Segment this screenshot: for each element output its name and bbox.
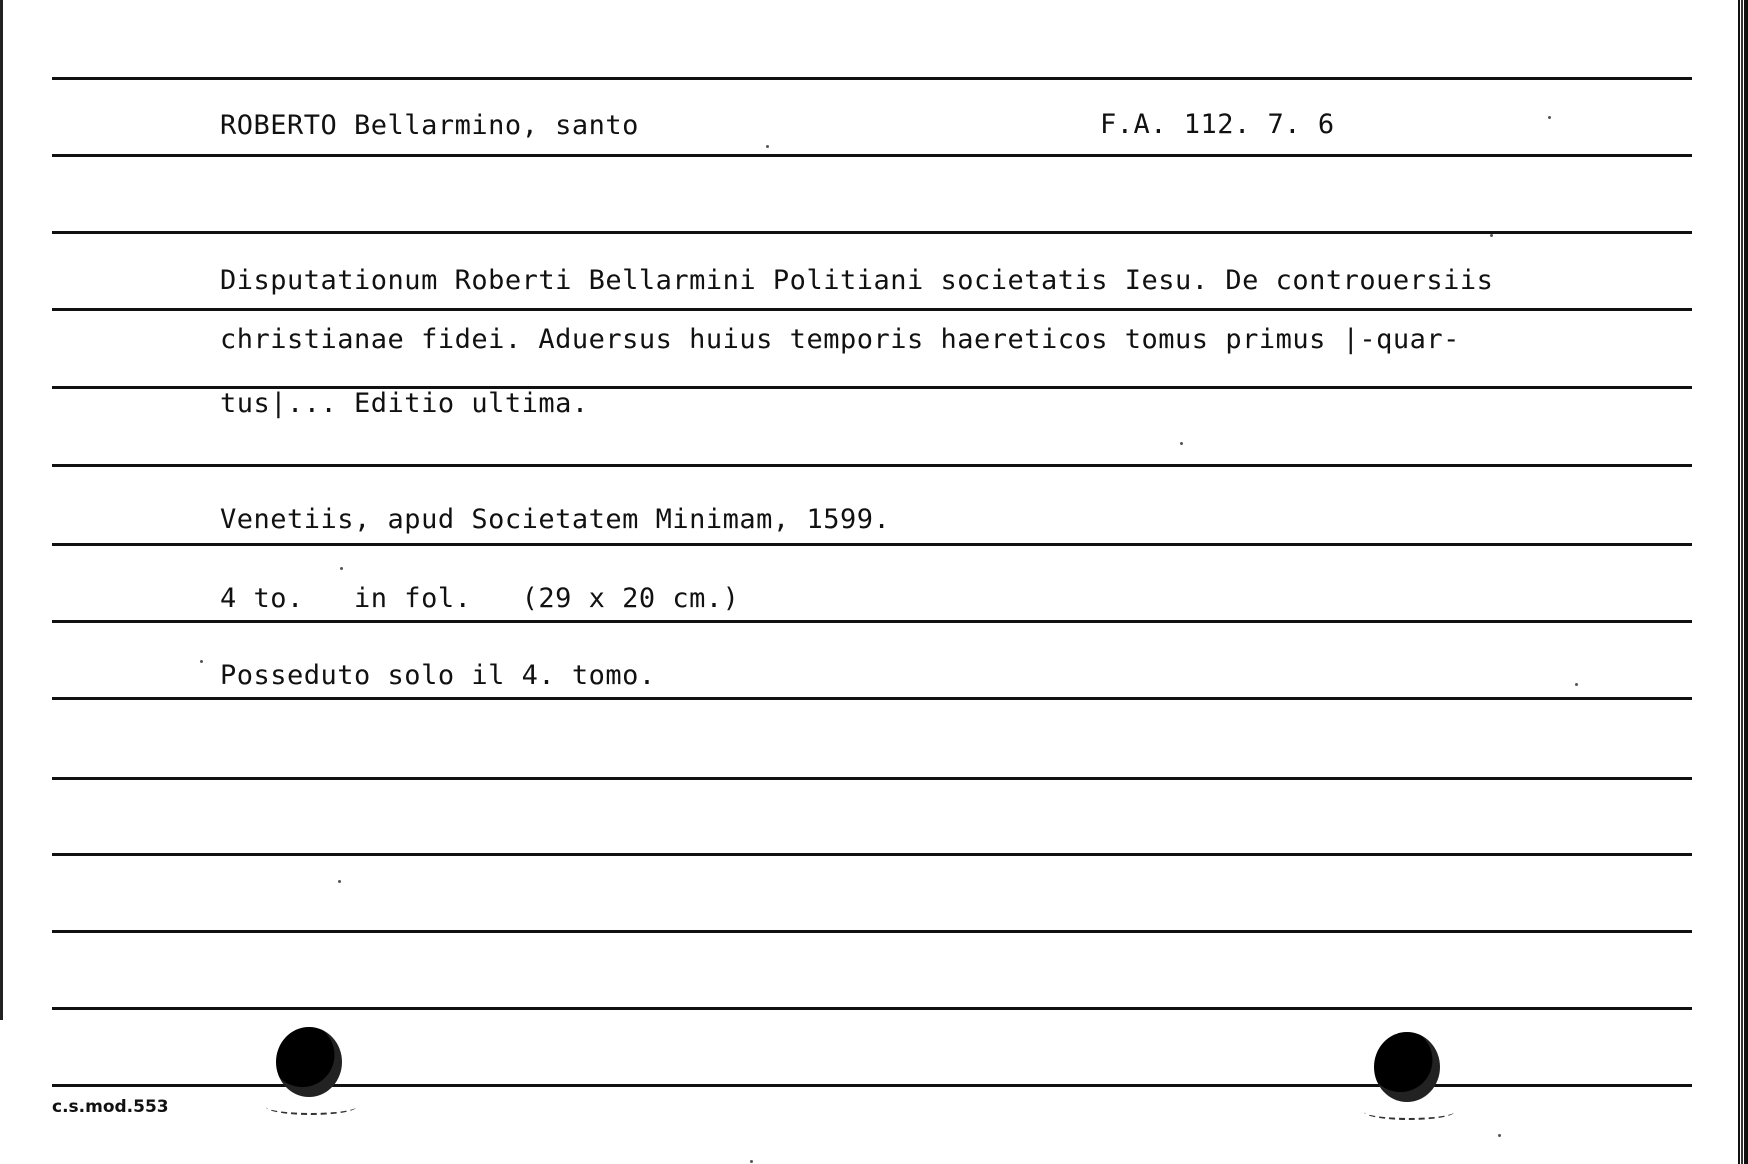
scan-speck bbox=[1180, 442, 1183, 445]
ruled-line bbox=[52, 464, 1692, 467]
scan-speck bbox=[340, 567, 343, 570]
ruled-line bbox=[52, 231, 1692, 234]
ruled-line bbox=[52, 853, 1692, 856]
scan-speck bbox=[200, 660, 203, 663]
holdings-note: Posseduto solo il 4. tomo. bbox=[220, 660, 656, 691]
author-heading: ROBERTO Bellarmino, santo bbox=[220, 110, 639, 141]
scan-speck bbox=[750, 1160, 753, 1163]
scan-speck bbox=[766, 145, 769, 148]
ruled-line bbox=[52, 777, 1692, 780]
scan-speck bbox=[1490, 234, 1493, 237]
ruled-line bbox=[52, 154, 1692, 157]
ruled-line bbox=[52, 697, 1692, 700]
scan-speck bbox=[1498, 1134, 1501, 1137]
ruled-line bbox=[52, 620, 1692, 623]
card-right-edge bbox=[1738, 0, 1748, 1164]
scan-speck bbox=[1548, 116, 1551, 119]
physical-description: 4 to. in fol. (29 x 20 cm.) bbox=[220, 583, 740, 614]
title-line-2: christianae fidei. Aduersus huius temporis haereticos tomus primus |-quar- bbox=[220, 324, 1460, 355]
ruled-line bbox=[52, 77, 1692, 80]
form-code: c.s.mod.553 bbox=[52, 1097, 169, 1117]
card-left-edge bbox=[0, 0, 3, 1020]
ruled-line bbox=[52, 543, 1692, 546]
ruled-line bbox=[52, 1007, 1692, 1010]
imprint: Venetiis, apud Societatem Minimam, 1599. bbox=[220, 504, 891, 535]
ruled-line bbox=[52, 930, 1692, 933]
title-line-1: Disputationum Roberti Bellarmini Politiani societatis Iesu. De controuersiis bbox=[220, 265, 1494, 296]
title-line-3: tus|... Editio ultima. bbox=[220, 388, 589, 419]
scan-speck bbox=[1575, 683, 1578, 686]
punch-hole-right bbox=[1374, 1032, 1440, 1102]
scan-speck bbox=[338, 880, 341, 883]
shelfmark: F.A. 112. 7. 6 bbox=[1100, 109, 1335, 140]
punch-hole-left bbox=[276, 1027, 342, 1097]
ruled-line bbox=[52, 308, 1692, 311]
